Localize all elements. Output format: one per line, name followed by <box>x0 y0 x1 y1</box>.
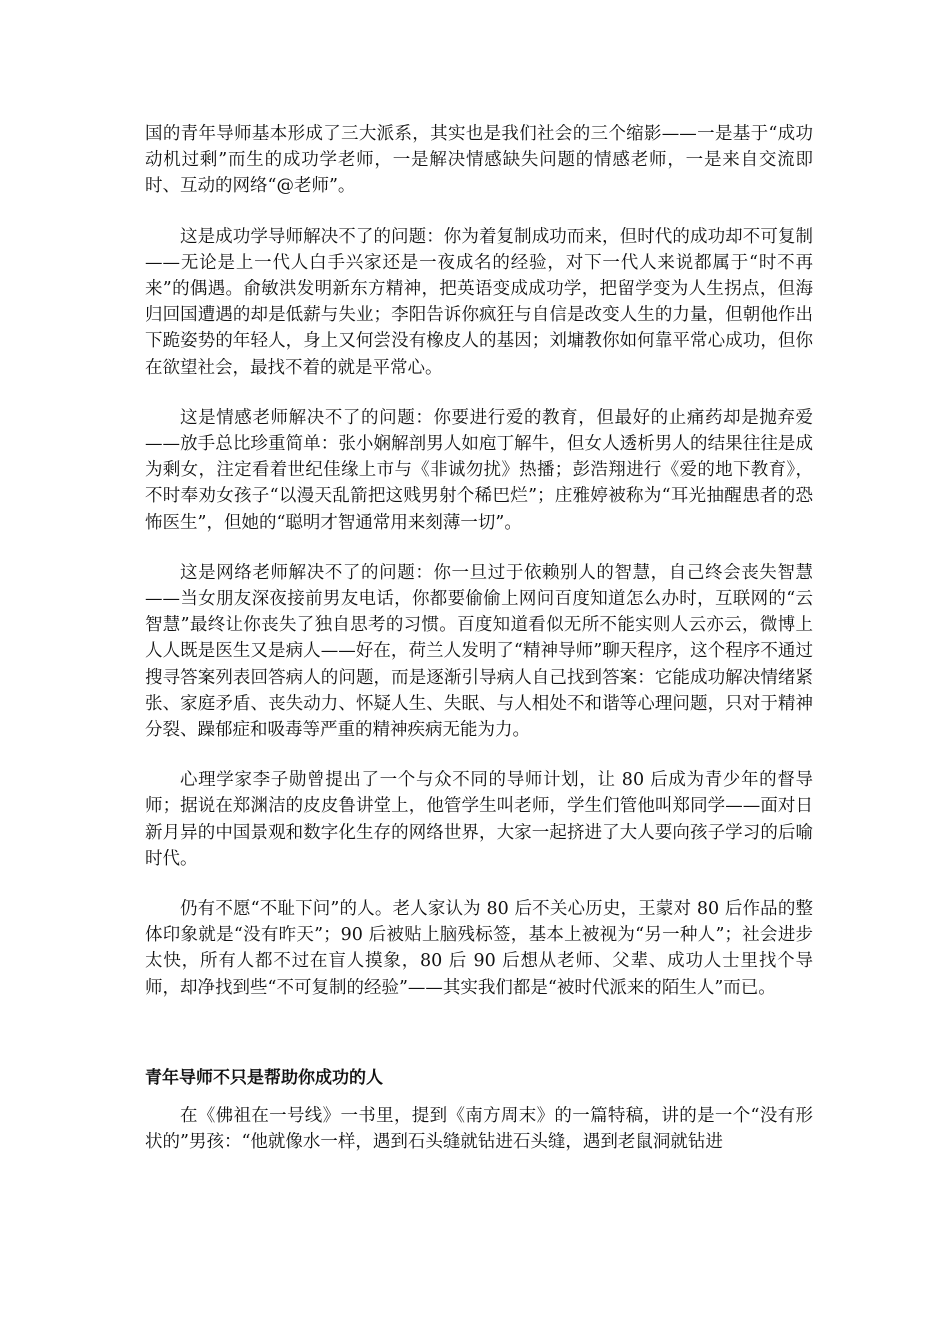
paragraph-closing: 在《佛祖在一号线》一书里，提到《南方周末》的一篇特稿，讲的是一个“没有形状的”男孩：“他就像水一样，遇到石头缝就钻进石头缝，遇到老鼠洞就钻进 <box>145 1105 813 1153</box>
paragraph-6: 仍有不愿“不耻下问”的人。老人家认为 80 后不关心历史，王蒙对 80 后作品的整体印象就是“没有昨天”；90 后被贴上脑残标签，基本上被视为“另一种人”；社会进步太快，所有人都不过在盲人摸象，80 后 90 后想从老师、父辈、成功人士里找个导师，却净找到些“不可复制的经验”——其实我们都是“被时代派来的陌生人”而已。 <box>145 899 813 998</box>
paragraph-2: 这是成功学导师解决不了的问题：你为着复制成功而来，但时代的成功却不可复制——无论是上一代人白手兴家还是一夜成名的经验，对下一代人来说都属于“时不再来”的偶遇。俞敏洪发明新东方精神，把英语变成成功学，把留学变为人生拐点，但海归回国遭遇的却是低薪与失业；李阳告诉你疯狂与自信是改变人生的力量，但朝他作出下跪姿势的年轻人，身上又何尝没有橡皮人的基因；刘墉教你如何靠平常心成功，但你在欲望社会，最找不着的就是平常心。 <box>145 226 813 378</box>
paragraph-5: 心理学家李子勋曾提出了一个与众不同的导师计划，让 80 后成为青少年的督导师；据说在郑渊洁的皮皮鲁讲堂上，他管学生叫老师，学生们管他叫郑同学——面对日新月异的中国景观和数字化生存的网络世界，大家一起挤进了大人要向孩子学习的后喻时代。 <box>145 770 813 869</box>
document-page <box>145 121 813 1179</box>
paragraph-3: 这是情感老师解决不了的问题：你要进行爱的教育，但最好的止痛药却是抛弃爱——放手总比珍重简单：张小娴解剖男人如庖丁解牛，但女人透析男人的结果往往是成为剩女，注定看着世纪佳缘上市与《非诚勿扰》热播；彭浩翔进行《爱的地下教育》，不时奉劝女孩子“以漫天乱箭把这贱男射个稀巴烂”；庄雅婷被称为“耳光抽醒患者的恐怖医生”，但她的“聪明才智通常用来刻薄一切”。 <box>145 407 813 533</box>
section-heading: 青年导师不只是帮助你成功的人 <box>145 1067 383 1088</box>
paragraph-4: 这是网络老师解决不了的问题：你一旦过于依赖别人的智慧，自己终会丧失智慧——当女朋友深夜接前男友电话，你都要偷偷上网问百度知道怎么办时，互联网的“云智慧”最终让你丧失了独自思考的习惯。百度知道看似无所不能实则人云亦云，微博上人人既是医生又是病人——好在，荷兰人发明了“精神导师”聊天程序，这个程序不通过搜寻答案列表回答病人的问题，而是逐渐引导病人自己找到答案：它能成功解决情绪紧张、家庭矛盾、丧失动力、怀疑人生、失眠、与人相处不和谐等心理问题，只对于精神分裂、躁郁症和吸毒等严重的精神疾病无能为力。 <box>145 562 813 741</box>
paragraph-1: 国的青年导师基本形成了三大派系，其实也是我们社会的三个缩影——一是基于“成功动机过剩”而生的成功学老师，一是解决情感缺失问题的情感老师，一是来自交流即时、互动的网络“@老师”。 <box>145 124 813 197</box>
